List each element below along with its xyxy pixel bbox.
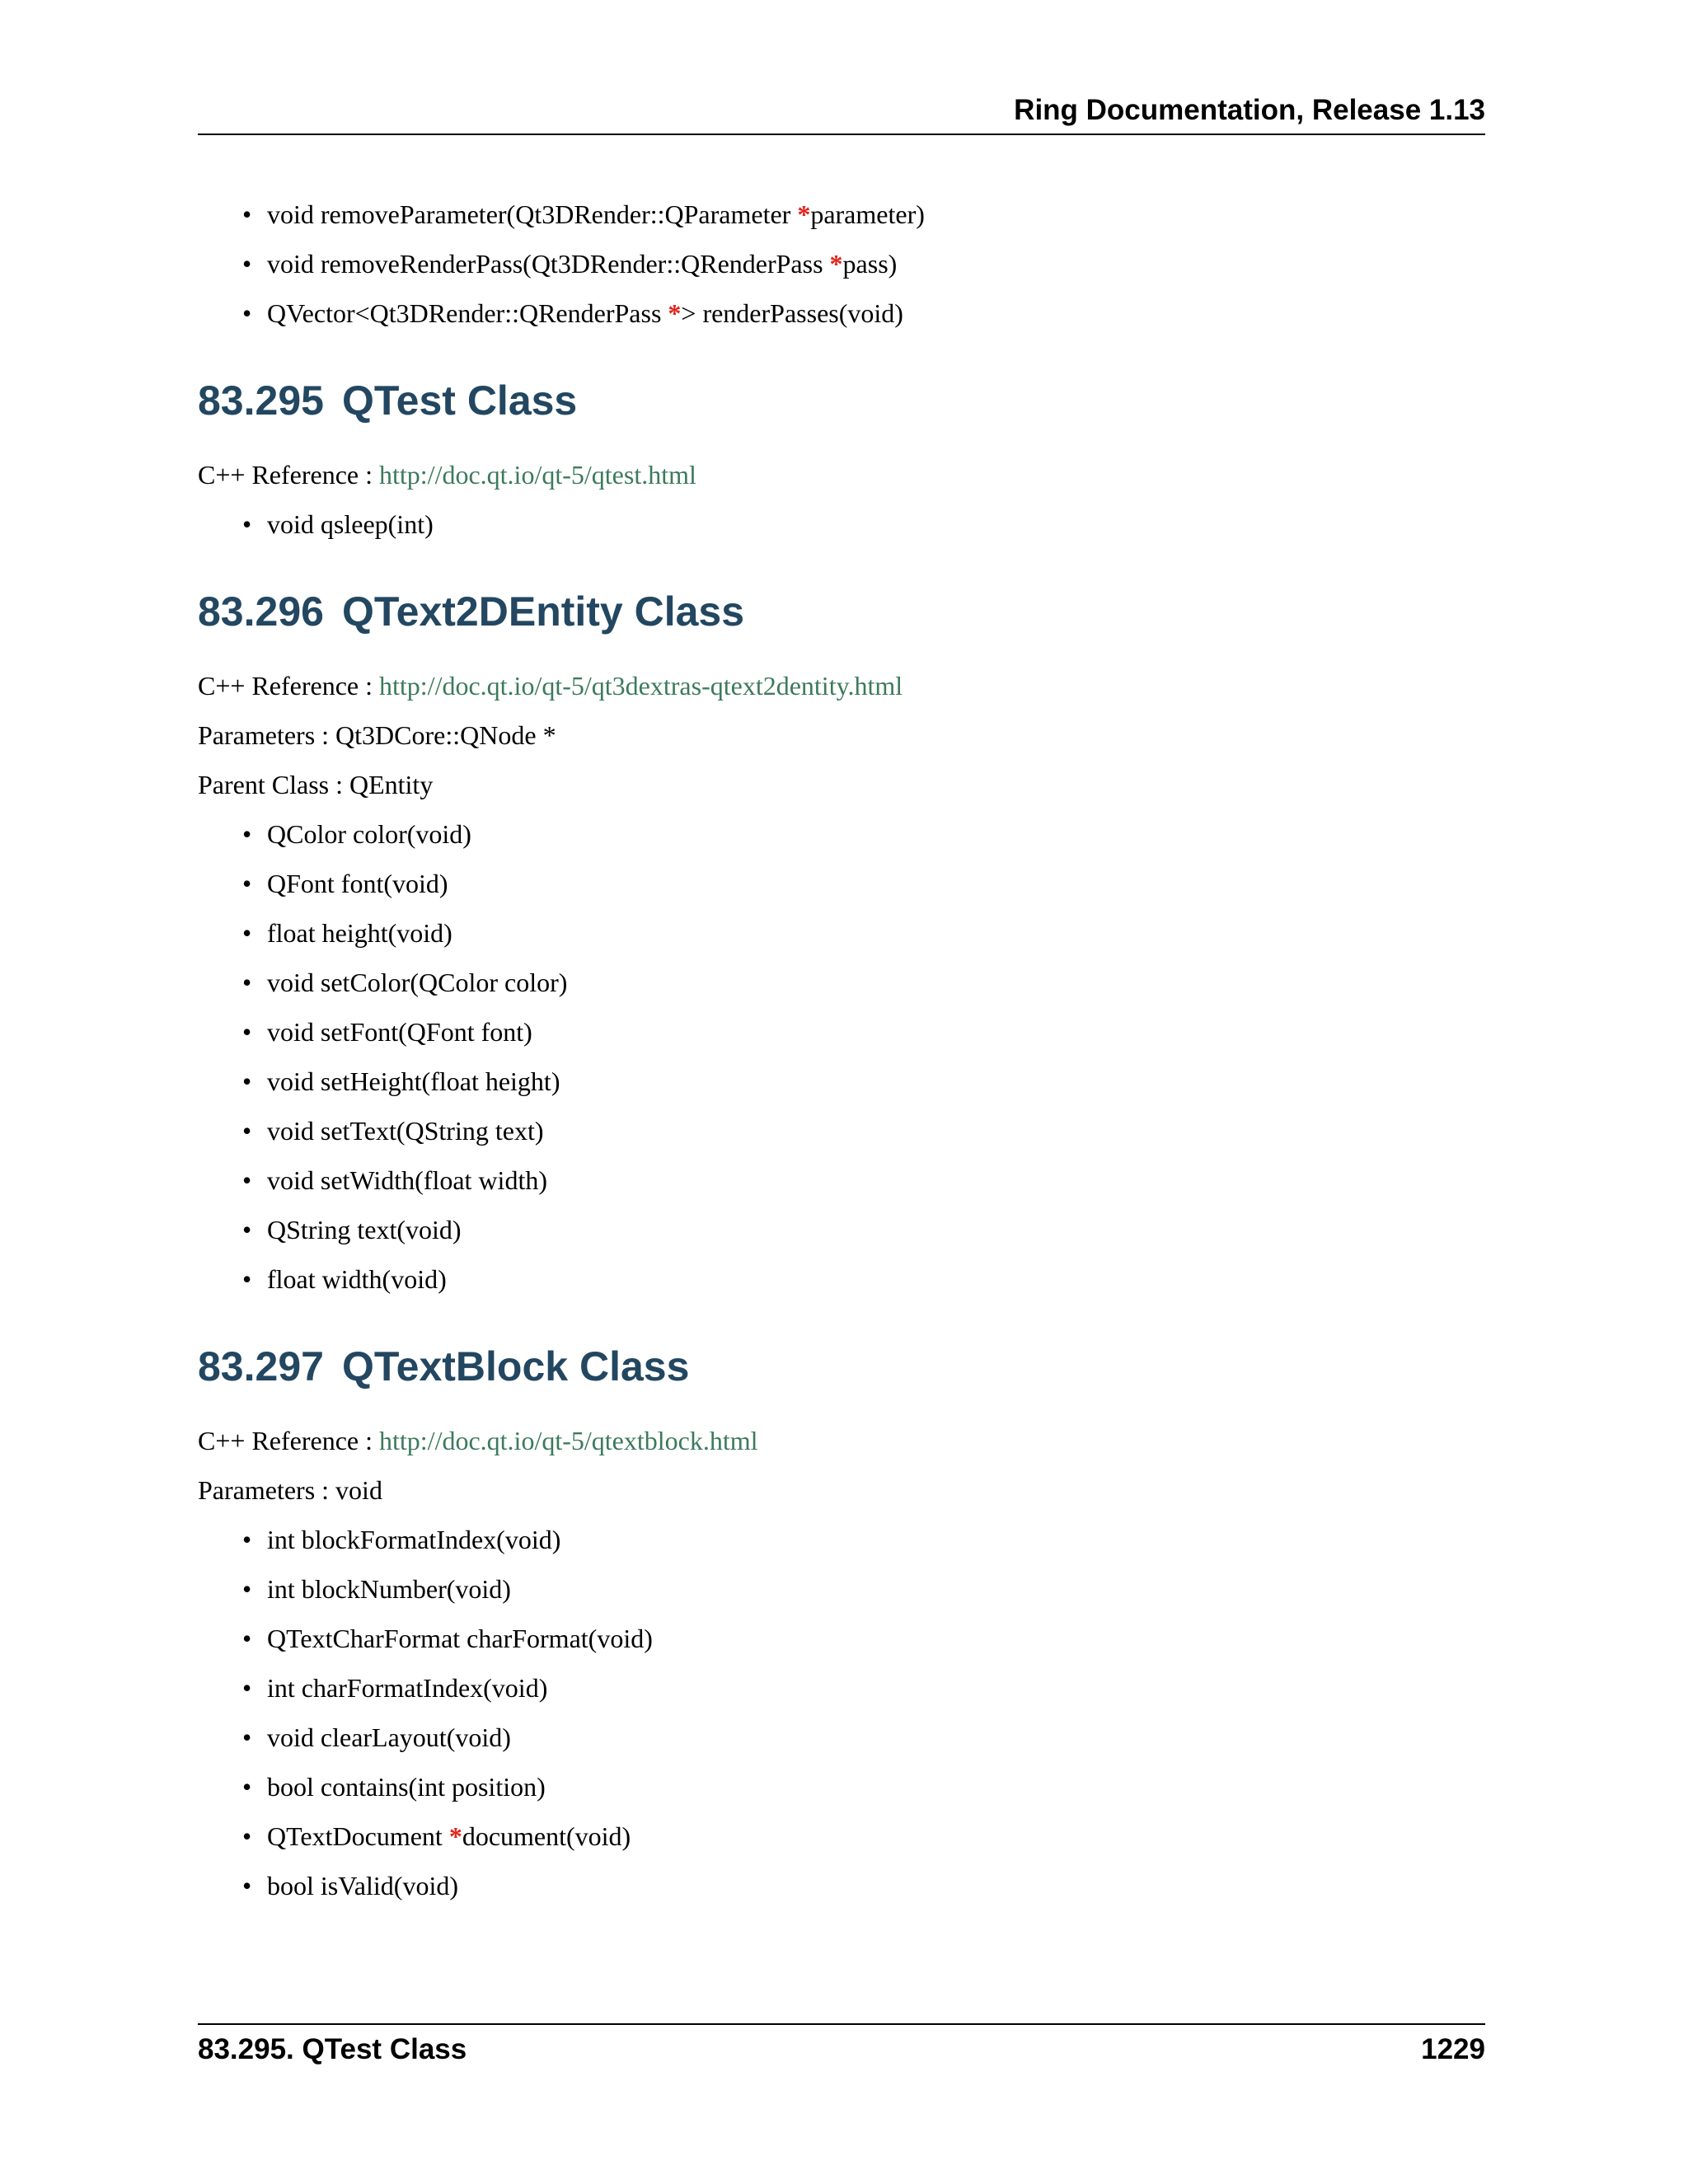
list-item: • void removeParameter(Qt3DRender::QParameter *parameter) [242,198,1485,231]
section-heading-qtext2dentity [198,587,1485,636]
list-item: • QTextCharFormat charFormat(void) [242,1622,1485,1655]
list-item: • void setText(QString text) [242,1114,1485,1147]
footer-section: 83.295. QTest Class [198,2033,467,2065]
list-item: • QVector<Qt3DRender::QRenderPass *> renderPasses(void) [242,297,1485,330]
cpp-reference-link[interactable]: http://doc.qt.io/qt-5/qt3dextras-qtext2dentity.html [379,671,903,701]
cpp-reference: C++ Reference : http://doc.qt.io/qt-5/qtextblock.html [198,1426,758,1455]
section-title: QTest Class [341,377,578,424]
list-item: • void qsleep(int) [242,508,1485,541]
section-title: QTextBlock Class [341,1343,690,1390]
document-page [198,0,1485,2184]
section-heading-qtextblock [198,1342,1485,1391]
list-item: • int blockNumber(void) [242,1572,1485,1605]
parameters-line: Parameters : void [198,1475,382,1505]
page-number: 1229 [1421,2033,1485,2065]
pointer-star: * [797,199,811,229]
pointer-star: * [668,298,682,328]
list-item: • void removeRenderPass(Qt3DRender::QRenderPass *pass) [242,247,1485,280]
cpp-reference: C++ Reference : http://doc.qt.io/qt-5/qtest.html [198,460,696,490]
section-number: 83.297 [198,1343,324,1390]
list-item: • void clearLayout(void) [242,1721,1485,1754]
section-heading-qtest [198,376,1485,425]
list-item: • bool isValid(void) [242,1869,1485,1902]
list-item: • QString text(void) [242,1213,1485,1246]
method-list-continued [198,198,1485,330]
section-title: QText2DEntity Class [341,588,745,635]
list-item: • float height(void) [242,916,1485,949]
pointer-star: * [829,249,843,279]
method-list-qtest [198,508,1485,541]
list-item: • QColor color(void) [242,818,1485,851]
cpp-reference: C++ Reference : http://doc.qt.io/qt-5/qt3dextras-qtext2dentity.html [198,671,903,701]
list-item: • QFont font(void) [242,867,1485,900]
cpp-reference-link[interactable]: http://doc.qt.io/qt-5/qtest.html [379,460,696,490]
page-content [198,198,1485,1919]
section-number: 83.295 [198,377,324,424]
list-item: • bool contains(int position) [242,1770,1485,1803]
list-item: • int charFormatIndex(void) [242,1671,1485,1704]
list-item: • float width(void) [242,1263,1485,1296]
cpp-reference-link[interactable]: http://doc.qt.io/qt-5/qtextblock.html [379,1426,758,1455]
list-item: • int blockFormatIndex(void) [242,1523,1485,1556]
list-item: • void setFont(QFont font) [242,1015,1485,1048]
list-item: • void setColor(QColor color) [242,966,1485,999]
pointer-star: * [448,1821,462,1851]
list-item: • void setHeight(float height) [242,1065,1485,1098]
list-item: • void setWidth(float width) [242,1164,1485,1197]
running-header: Ring Documentation, Release 1.13 [198,92,1485,135]
method-list-qtextblock [198,1523,1485,1902]
list-item: • QTextDocument *document(void) [242,1820,1485,1853]
parameters-line: Parameters : Qt3DCore::QNode * [198,720,556,750]
method-list-qtext2dentity [198,818,1485,1296]
section-number: 83.296 [198,588,324,635]
running-footer [198,2023,1485,2068]
parent-class-line: Parent Class : QEntity [198,770,434,799]
